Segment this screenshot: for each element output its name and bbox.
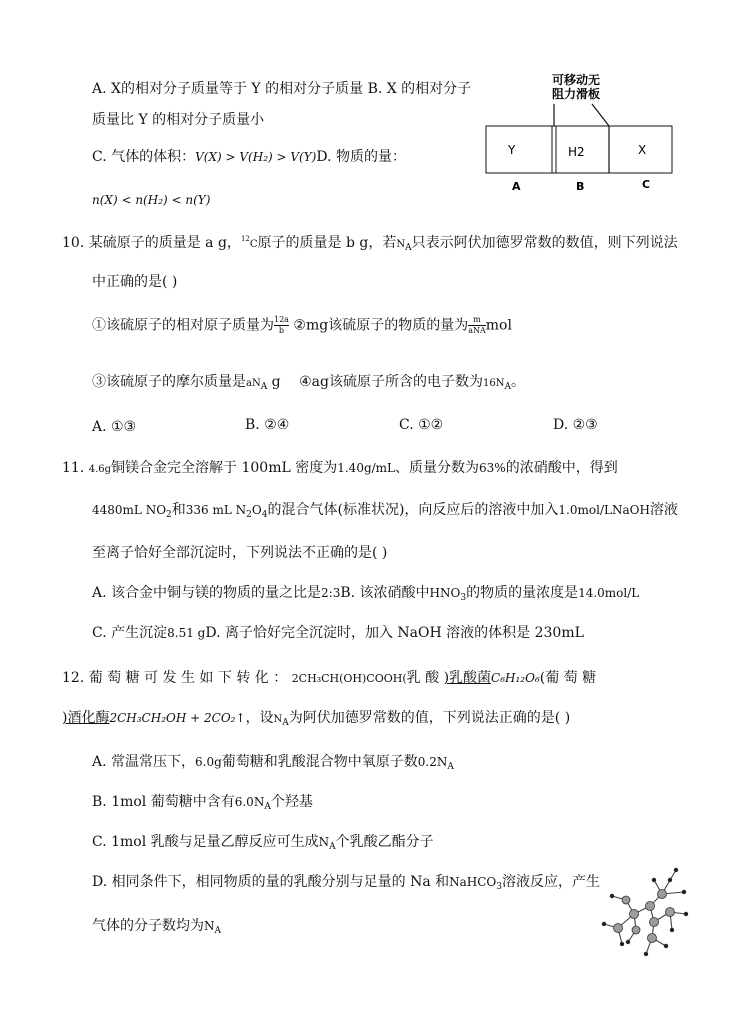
- figure-label-line1: 可移动无: [552, 73, 601, 87]
- q12-option-c-sub: A: [329, 842, 336, 852]
- q10-item1-frac-num: 12a: [274, 315, 289, 324]
- q11-naoh: 1.0mol/LNaOH: [558, 503, 650, 517]
- q10-item4-sub: A: [504, 382, 511, 392]
- q9-option-c-formula: V(X) > V(H₂) > V(Y): [195, 150, 317, 164]
- q12-option-b[interactable]: [92, 792, 313, 817]
- q12-option-b-b: 个羟基: [270, 794, 313, 810]
- q11-stem-e: ，向反应后的溶液中加入: [404, 502, 559, 518]
- q10-stem-line2: [92, 272, 177, 292]
- q12-option-d-b: 溶液反应，产生: [502, 874, 600, 890]
- q10-option-a[interactable]: A. ①③: [92, 419, 137, 435]
- q12-option-d-val-sub: A: [214, 926, 221, 936]
- q9-option-d-label: D. 物质的量：: [316, 149, 406, 165]
- q11-option-b-sub: 3: [460, 593, 467, 603]
- q12-option-a-val: 0.2N: [417, 755, 448, 769]
- q11-stem: [62, 458, 618, 480]
- q10-item3-sub: A: [260, 382, 268, 392]
- q12-option-c-b: 个乳酸乙酯分子: [335, 834, 434, 850]
- q10-stem-line2-text: 中正确的是: [92, 274, 162, 290]
- q11-gas2: 336 mL N: [185, 503, 247, 517]
- q11-fraction: 63%: [479, 461, 506, 475]
- q11-stem-c: 的浓硝酸中，得到: [505, 460, 618, 476]
- q9-container-figure: [480, 70, 680, 195]
- q11-stem-f: 溶液: [649, 502, 678, 518]
- q10-isotope-element: C: [249, 239, 258, 250]
- q9-option-c-label: C. 气体的体积：: [92, 149, 196, 165]
- q10-item4-b: g该硫原子所含的电子数为: [320, 374, 483, 390]
- q12-glucose-formula: C₆H₁₂O₆: [491, 671, 540, 685]
- q10-item2-b: g该硫原子的物质的量为: [319, 317, 469, 334]
- figure-partition-left: [552, 126, 556, 173]
- q12-option-d-line2: [92, 916, 221, 941]
- q12-option-b-sub: A: [264, 802, 271, 812]
- q11-gas1: 4480mL NO: [92, 503, 167, 517]
- figure-letter-a: A: [512, 180, 521, 193]
- q9-option-a: A. X的相对分子质量等于 Y 的相对分子质量 B. X 的相对分子: [92, 81, 472, 97]
- q11-answer-blank[interactable]: ( ): [372, 545, 388, 561]
- q10-option-d[interactable]: D. ②③: [553, 417, 598, 433]
- q11-option-b-val: 14.0mol/L: [578, 586, 640, 600]
- figure-box-y: Y: [508, 143, 516, 157]
- q10-item2: ②m: [293, 317, 320, 334]
- q12-option-d-val: N: [204, 919, 215, 933]
- q12-answer-blank[interactable]: ( ): [554, 710, 571, 726]
- q10-stem-c: 只表示阿伏加德罗常数的数值，则下列说法: [411, 235, 678, 251]
- q10-na: N: [396, 239, 406, 250]
- q11-option-b-b: 的物质的量浓度是: [466, 585, 579, 601]
- q9-option-a-cont: 质量比 Y 的相对分子质量小: [92, 112, 265, 128]
- q11-option-b[interactable]: B. 该浓硝酸中: [340, 585, 430, 601]
- q12-option-a[interactable]: [92, 752, 454, 777]
- q11-and: 和: [171, 502, 186, 518]
- q11-stem-d: 的混合气体: [267, 502, 338, 518]
- q11-gas2-sub2: 4: [261, 510, 268, 520]
- q12-glucose-name: (葡 萄 糖: [539, 670, 597, 686]
- q12-lactic-formula: 2CH₃CH(OH)COOH(: [291, 672, 407, 685]
- q11-number: 11.: [62, 460, 85, 476]
- q10-item2-unit: mol: [485, 317, 512, 334]
- q12-option-b-val: 6.0N: [234, 795, 265, 809]
- q12-option-c-val: N: [318, 835, 330, 849]
- q10-item3-val: aN: [246, 378, 261, 389]
- q10-na-sub: A: [405, 243, 412, 253]
- q10-item2-frac-num: m: [468, 315, 486, 326]
- q11-option-a[interactable]: A. 该合金中铜与镁的物质的量之比是: [92, 585, 322, 601]
- figure-box-h2: H2: [568, 145, 585, 159]
- q12-na: N: [273, 714, 283, 725]
- q12-option-c-text: C. 1mol 乳酸与足量乙醇反应可生成: [92, 834, 319, 850]
- q12-option-c[interactable]: [92, 832, 434, 857]
- q12-stem-line2: [62, 708, 570, 733]
- q10-items-12: [92, 315, 512, 336]
- q9-option-d-formula: n(X) < n(H₂) < n(Y): [92, 193, 211, 207]
- q11-stem-b: 、质量分数为: [395, 460, 480, 476]
- q11-gas1-sub: 2: [166, 510, 172, 520]
- q11-stem-line3-text: 至离子恰好全部沉淀时，下列说法不正确的是: [92, 545, 372, 561]
- q10-stem-a: 某硫原子的质量是 a g，: [88, 235, 241, 251]
- figure-letter-b: B: [576, 180, 585, 193]
- q9-option-c-d: [92, 147, 406, 167]
- q10-number: 10.: [62, 235, 85, 251]
- q11-option-ab: [92, 583, 639, 608]
- q11-density: 1.40g/mL: [337, 461, 396, 475]
- q10-item1: ①该硫原子的相对原子质量为: [92, 317, 274, 334]
- q10-stem: [62, 229, 678, 258]
- q12-option-d-text: D. 相同条件下，相同物质的量的乳酸分别与足量的 Na 和: [92, 874, 450, 890]
- q11-option-a-ratio: 2:3: [321, 586, 341, 600]
- q12-option-a-text: A. 常温常压下，: [92, 754, 196, 770]
- q10-item1-frac-den: b: [278, 326, 285, 335]
- q10-item4-val: 16N: [482, 378, 505, 389]
- q12-na-sub: A: [282, 718, 289, 728]
- q12-option-b-text: B. 1mol 葡萄糖中含有: [92, 794, 235, 810]
- q12-option-d-line2-text: 气体的分子数均为: [92, 918, 204, 934]
- q12-arrow2-label: )酒化酶: [62, 710, 110, 726]
- q10-item3: ③该硫原子的摩尔质量是: [92, 374, 246, 390]
- q12-option-d-nahco: NaHCO: [449, 875, 497, 889]
- molecule-model-image: [596, 866, 696, 962]
- q12-option-a-b: 葡萄糖和乳酸混合物中氧原子数: [221, 754, 418, 770]
- q10-item4-end: 。: [510, 374, 525, 390]
- q10-option-b[interactable]: B. ②④: [245, 417, 290, 433]
- q10-item4: ④a: [299, 374, 320, 390]
- q12-stem: [62, 668, 596, 689]
- q11-gas2-o: O: [251, 503, 262, 517]
- q11-condition: (标准状况): [337, 502, 405, 518]
- q10-item3-unit: g: [271, 374, 281, 390]
- q11-stem-a: 铜镁合金完全溶解于 100mL 密度为: [111, 460, 338, 476]
- q10-item2-fraction: [468, 315, 486, 336]
- q12-option-a-mass: 6.0g: [195, 755, 222, 769]
- q11-option-cd: [92, 623, 584, 643]
- q11-option-c[interactable]: C. 产生沉淀: [92, 625, 168, 641]
- q12-arrow1-label: )乳酸菌: [443, 670, 492, 686]
- q10-item2-frac-den: aNA: [468, 326, 486, 335]
- q12-number: 12.: [62, 670, 85, 686]
- q12-products: 2CH₃CH₂OH + 2CO₂↑: [109, 711, 246, 725]
- q11-stem-line2: [92, 500, 678, 525]
- q11-gas2-sub1: 2: [246, 510, 252, 520]
- q12-option-d[interactable]: [92, 872, 600, 897]
- figure-pointer-right: [592, 104, 609, 126]
- q10-answer-blank[interactable]: ( ): [162, 274, 178, 290]
- figure-label-line2: 阻力滑板: [552, 87, 601, 101]
- q10-items-34: [92, 372, 525, 397]
- q10-isotope-mass: 12: [240, 235, 250, 243]
- q12-option-d-sub: 3: [496, 882, 502, 892]
- q11-option-d[interactable]: D. 离子恰好完全沉淀时，加入 NaOH 溶液的体积是 230mL: [205, 625, 584, 641]
- q10-item1-fraction: [274, 315, 289, 336]
- q12-option-a-sub: A: [447, 762, 454, 772]
- q11-option-c-val: 8.51 g: [167, 626, 206, 640]
- q11-mass: 4.6g: [88, 464, 112, 475]
- q11-stem-line3: [92, 543, 387, 563]
- figure-letter-c: C: [642, 178, 651, 191]
- figure-box-x: X: [638, 143, 647, 157]
- q12-stem-c: 为阿伏加德罗常数的值，下列说法正确的是: [288, 710, 555, 726]
- q11-option-b-hno: HNO: [429, 586, 461, 600]
- q12-stem-b: ，设: [245, 710, 274, 726]
- q12-stem-a: 葡 萄 糖 可 发 生 如 下 转 化 ：: [88, 670, 288, 686]
- q12-lactic-name: 乳 酸: [406, 670, 440, 686]
- q10-stem-b: 原子的质量是 b g，若: [257, 235, 397, 251]
- q10-option-c[interactable]: C. ①②: [399, 417, 444, 433]
